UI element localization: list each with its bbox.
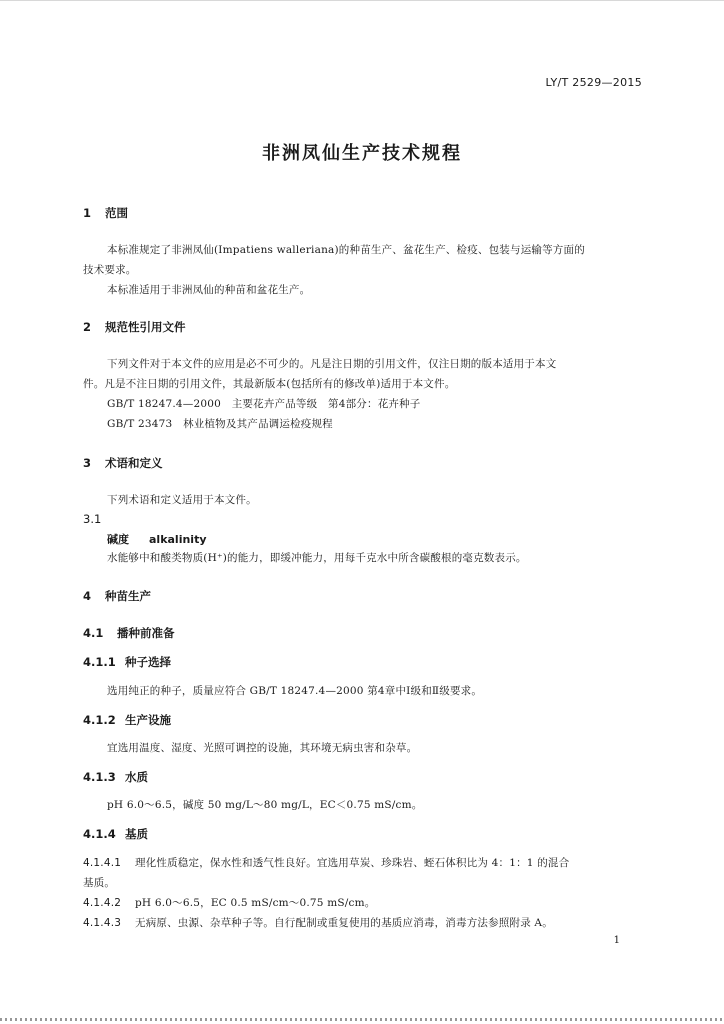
subsection-4-1-heading <box>83 625 175 641</box>
subsection-title: 基质 <box>125 827 148 841</box>
section-title: 术语和定义 <box>105 456 163 470</box>
section-4-heading <box>83 588 151 604</box>
subsection-4-1-1-heading <box>83 654 171 670</box>
clause-4-1-4-3 <box>83 915 553 930</box>
section-title: 种苗生产 <box>105 589 151 603</box>
subsection-title: 种子选择 <box>125 655 171 669</box>
paragraph: 件。凡是不注日期的引用文件，其最新版本(包括所有的修改单)适用于本文件。 <box>83 378 456 390</box>
subsection-title: 水质 <box>125 770 148 784</box>
clause-4-1-4-2 <box>83 895 375 910</box>
standard-code: LY/T 2529—2015 <box>545 76 642 89</box>
subsection-number: 4.1.2 <box>83 713 116 727</box>
section-2-heading <box>83 319 186 335</box>
term-number: 3.1 <box>83 512 102 526</box>
section-title: 范围 <box>105 206 128 220</box>
section-1-heading <box>83 205 128 221</box>
paragraph: 下列文件对于本文件的应用是必不可少的。凡是注日期的引用文件，仅注日期的版本适用于本文 <box>107 358 557 370</box>
paragraph: 下列术语和定义适用于本文件。 <box>107 494 257 506</box>
term-chinese: 碱度 <box>107 533 129 546</box>
subsection-title: 播种前准备 <box>117 626 175 640</box>
paragraph: 宜选用温度、湿度、光照可调控的设施，其环境无病虫害和杂草。 <box>107 742 418 754</box>
reference-item: GB/T 18247.4—2000 主要花卉产品等级 第4部分：花卉种子 <box>107 398 421 410</box>
clause-number: 4.1.4.2 <box>83 897 122 909</box>
clause-number: 4.1.4.3 <box>83 917 122 929</box>
clause-4-1-4-1 <box>83 855 569 870</box>
paragraph: 本标准适用于非洲凤仙的种苗和盆花生产。 <box>107 284 311 296</box>
section-3-heading <box>83 455 163 471</box>
clause-number: 4.1.4.1 <box>83 857 122 869</box>
paragraph: pH 6.0～6.5，碱度 50 mg/L～80 mg/L，EC＜0.75 mS/cm。 <box>107 799 423 811</box>
term-heading <box>107 531 207 547</box>
subsection-4-1-4-heading <box>83 826 148 842</box>
subsection-4-1-3-heading <box>83 769 148 785</box>
clause-continuation: 基质。 <box>83 877 116 889</box>
document-title: 非洲凤仙生产技术规程 <box>262 143 462 164</box>
paragraph: 技术要求。 <box>83 264 137 276</box>
page-bottom-edge <box>0 1018 724 1021</box>
term-english: alkalinity <box>149 533 207 546</box>
paragraph: 选用纯正的种子，质量应符合 GB/T 18247.4—2000 第4章中Ⅰ级和Ⅱ级要求。 <box>107 685 483 697</box>
subsection-4-1-2-heading <box>83 712 171 728</box>
page-number: 1 <box>613 935 620 946</box>
subsection-title: 生产设施 <box>125 713 171 727</box>
term-definition: 水能够中和酸类物质(H⁺)的能力，即缓冲能力，用每千克水中所含碳酸根的毫克数表示。 <box>107 552 527 564</box>
subsection-number: 4.1.4 <box>83 827 116 841</box>
clause-text: 无病原、虫源、杂草种子等。自行配制或重复使用的基质应消毒，消毒方法参照附录 A。 <box>135 917 553 929</box>
reference-item: GB/T 23473 林业植物及其产品调运检疫规程 <box>107 418 333 430</box>
subsection-number: 4.1.3 <box>83 770 116 784</box>
section-number: 1 <box>83 206 92 220</box>
paragraph: 本标准规定了非洲凤仙(Impatiens walleriana)的种苗生产、盆花生产、检疫、包装与运输等方面的 <box>107 244 585 256</box>
section-number: 2 <box>83 320 92 334</box>
section-title: 规范性引用文件 <box>105 320 186 334</box>
clause-text: pH 6.0～6.5，EC 0.5 mS/cm～0.75 mS/cm。 <box>135 897 376 909</box>
clause-text: 理化性质稳定，保水性和透气性良好。宜选用草炭、珍珠岩、蛭石体积比为 4：1：1 的混合 <box>135 857 570 869</box>
subsection-number: 4.1 <box>83 626 104 640</box>
page-top-edge <box>0 0 724 1</box>
section-number: 3 <box>83 456 92 470</box>
section-number: 4 <box>83 589 92 603</box>
subsection-number: 4.1.1 <box>83 655 116 669</box>
